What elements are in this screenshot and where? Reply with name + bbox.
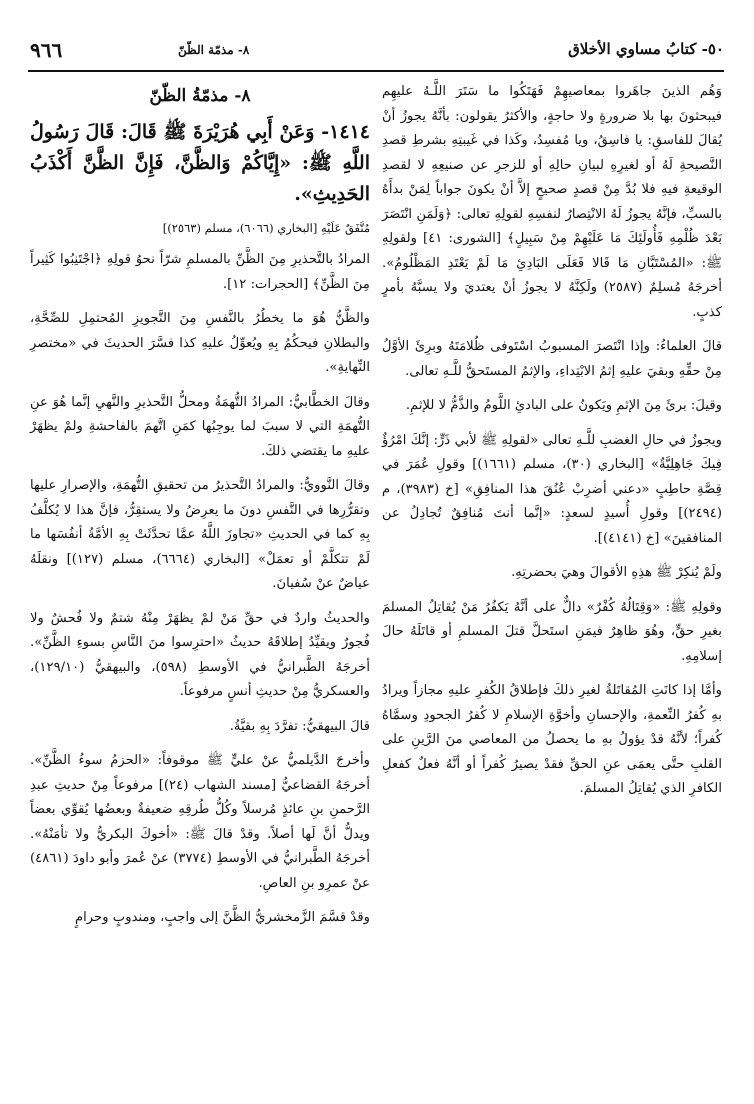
paragraph: وأخرجَ الدَّيلميُّ عنْ عليٍّ ﷺ موقوفاً: «الحزمُ سوءُ الظَّنِّ». أخرجَهُ القضاعيُّ [مسند الشهاب (٢٤)] مرفوعاً مِنْ حديثِ عبدِ الرَّحمنِ بنِ عائذٍ مُرسلاً وكُلُّ طُرقِهِ ضعيفةٌ وبعضُها يُقوِّي بعضاً ويدلُّ أنَّ لَها أصلاً. وقدْ قالَ ﷺ: «أخوكَ البكريُّ ولا تأمَنْهُ». أخرجَهُ الطَّبرانيُّ في الأوسطِ (٣٧٧٤) عنْ عُمرَ وأبو داودَ (٤٨٦١) عنْ عمرِو بنِ العاصِ. [30,753,370,891]
paragraph: وقدْ قسَّمَ الزَّمخشريُّ الظَّنَّ إلى واجبٍ، ومندوبٍ وحرامٍ [74,910,370,925]
paragraph: ويجوزُ في حالِ الغضبِ للَّـهِ تعالى «لقولِهِ ﷺ لأبي ذَرٍّ: إنَّكَ امْرُؤٌ فِيكَ جَاهِلِيَّةٌ» [البخاري (٣٠)، مسلم (١٦٦١)] وقولِ عُمَرَ في قِصَّةِ حاطِبٍ «دعني أضرِبْ عُنُقَ هذا المنافِقِ» [خ (٣٩٨٣)، م (٢٤٩٤)] وقولِ أُسيدٍ لسعدٍ: «إنَّما أنتَ مُنافِقٌ تُجادِلُ عن المنافقينَ» [خ (٤١٤١)]. [382,432,722,546]
hadith-source: مُتَّفَقٌ عَلَيْهِ [البخاري (٦٠٦٦)، مسلم (٢٥٦٣)] [162,220,370,235]
paragraph: وأمَّا إذا كانَتِ المُقاتَلةُ لغيرِ ذلكَ فإطلاقُ الكُفرِ عليهِ مجازاً ويرادُ بهِ كُفرُ النِّعمةِ، والإحسانِ وأخوَّةِ الإسلامِ لا كُفرُ الجحودِ وسمَّاهُ كُفراً؛ لأنَّهُ قدْ يؤولُ بهِ ما يحصلُ من المعاصي منَ الرَّينِ على القلبِ حتَّى يعمَى عنِ الحقِّ فقدْ يصيرُ كُفراً أو أنَّهُ فعلٌ كفعلِ الكافرِ الذي يُقاتِلُ المسلمَ. [382,683,722,796]
book-title: ٥٠- كتابُ مساوي الأخلاق [568,40,724,58]
chapter-title: ٨- مذمّة الظّنّ [178,43,250,57]
paragraph: وقالَ الخطَّابيُّ: المرادُ التُّهمَةُ ومحلُّ التَّحذيرِ والنَّهيِ إنَّما هُوَ عنِ التُّهمَةِ التي لا سببَ لما يوجِبُها كمَنِ اتَّهمَ بالفاحشةِ ولمْ يظهَرْ عليهِ ما يقتضي ذلكَ. [30,394,370,459]
paragraph: وقيلَ: برئَ مِنَ الإثمِ ويَكونُ على البادئِ اللَّومُ والذَّمُّ لا للإثمِ. [405,398,722,413]
paragraph: قالَ البيهقيُّ: تفرَّدَ بِهِ بقيَّةُ. [229,718,370,734]
paragraph: قالَ العلماءُ: وإذا انْتَصرَ المسبوبُ اسْتَوفى ظُلامَتَهُ وبرِئَ الأوَّلُ مِنْ حقِّهِ وبقيَ عليهِ إثمُ الابْتِداءِ، والإثمُ المستَحقُّ للَّـهِ تعالى. [382,339,722,379]
hadith-text: ١٤١٤- وَعَنْ أَبِي هُرَيْرَةَ ﷺ قَالَ: قَالَ رَسُولُ اللَّهِ ﷺ: «إِيَّاكُمْ وَالظَّنَّ، فَإِنَّ الظَّنَّ أَكْذَبُ الحَدِيثِ». [30,120,370,205]
paragraph: المرادُ بالتَّحذيرِ مِنَ الظَّنِّ بالمسلمِ شرّاً نحوُ قولِهِ ﴿اجْتَنِبُوا كَثِيراً مِنَ الظَّنِّ﴾ [الحجرات: ١٢]. [30,252,370,292]
paragraph: والحديثُ واردٌ في حقِّ مَنْ لمْ يظهَرْ مِنْهُ شتمٌ ولا فُحشٌ ولا فُجورٌ ويقيِّدُ إطلاقَهُ حديثُ «احترِسوا منَ النَّاسِ بسوءِ الظَّنِّ». أخرجَهُ الطَّبرانيُّ في الأوسطِ (٥٩٨)، والبيهقيُّ (١٢٩/١٠)، والعسكريُّ مِنْ حديثِ أنسٍ مرفوعاً. [30,610,370,699]
paragraph: والظَّنُّ هُوَ ما يخطُرُ بالنَّفسِ مِنَ التَّجويزِ المُحتمِلِ للصِّحَّةِ، والبطلانِ فيحكُمُ بِهِ ويُعوِّلُ عليهِ كذا فسَّرَ الحديثَ في «مختصرِ النِّهايةِ». [30,311,370,375]
paragraph: وقالَ النَّوويُّ: والمرادُ التَّحذيرُ من تحقيقِ التُّهمَةِ، والإصرارِ عليها وتقرُّرِها في النَّفسِ دونَ ما يعرِضُ ولا يستقِرُّ، فإنَّ هذا لا يُكلَّفُ بِهِ كما في الحديثِ «تجاوزَ اللَّهُ عمَّا تحدَّثَتْ بِهِ الأمَّةُ أنفُسَها ما لَمْ تتكلَّمْ أو تعمَلْ» [البخاري (٦٦٦٤)، مسلم (١٢٧)] ونقلَهُ عياضٌ عنْ سُفيانَ. [30,478,371,591]
paragraph: وقولِهِ ﷺ: «وَقِتَالُهُ كُفْرٌ» دالٌّ على أنَّهُ يَكفُرُ مَنْ يُقاتِلُ المسلمَ بغيرِ حقٍّ، وهُوَ ظاهِرٌ فيمَنِ استَحلَّ قتلَ المسلمِ أو قاتَلَهُ حالَ إسلامِهِ. [382,599,722,664]
paragraph: ولَمْ يُنكِرْ ﷺ هذِهِ الأقوالَ وهيَ بحضرتِهِ. [511,565,722,580]
right-column [382,80,722,812]
section-title: ٨- مذمّةُ الظّنّ [149,86,251,106]
running-header [28,38,724,72]
left-column [30,80,370,941]
paragraph: وَهُم الذينَ جاهَروا بمعاصيهِمْ فَهَتَكُوا ما سَتَرَ اللَّـهُ عليهِم فيبحثونَ بها بلا ضرورةٍ ولا حاجةٍ، والأكثرُ يقولون: بأنَّهُ يجوزُ أنْ يُقالَ للفاسقِ: يا فاسِقُ، ويا مُفسِدُ، وكَذا في غَيبتِهِ بشرطِ قصدِ النَّصيحةِ لَهُ أو لغيرِهِ لبيانِ حالِهِ أو للزجرِ عن صنيعِهِ لا لقصدِ الوقيعةِ فيهِ فلا بُدَّ مِنْ قصدٍ صحيحٍ إلاَّ أنْ يكونَ جواباً لِمَنْ بدأَهُ بالسبِّ، فإنَّهُ يجوزُ لَهُ الانْتِصارُ لنفسِهِ لقولِهِ تعالى: ﴿وَلَمَنِ انْتَصَرَ بَعْدَ ظُلْمِهِ فَأُولَئِكَ مَا عَلَيْهِمْ مِنْ سَبِيلٍ﴾ [الشورى: ٤١] ولقولِهِ ﷺ: «المُسْتَبَّانِ مَا قَالا فَعَلَى البَادِئِ مَا لَمْ يَعْتَدِ المَظْلُومُ». أخرجَهُ مُسلِمٌ (٢٥٨٧) ولَكِنَّهُ لا يجوزُ أنْ يعتديَ ولا يسبَّهُ بأمرٍ كذبٍ. [382,84,722,320]
page-number: ٩٦٦ [30,38,63,62]
